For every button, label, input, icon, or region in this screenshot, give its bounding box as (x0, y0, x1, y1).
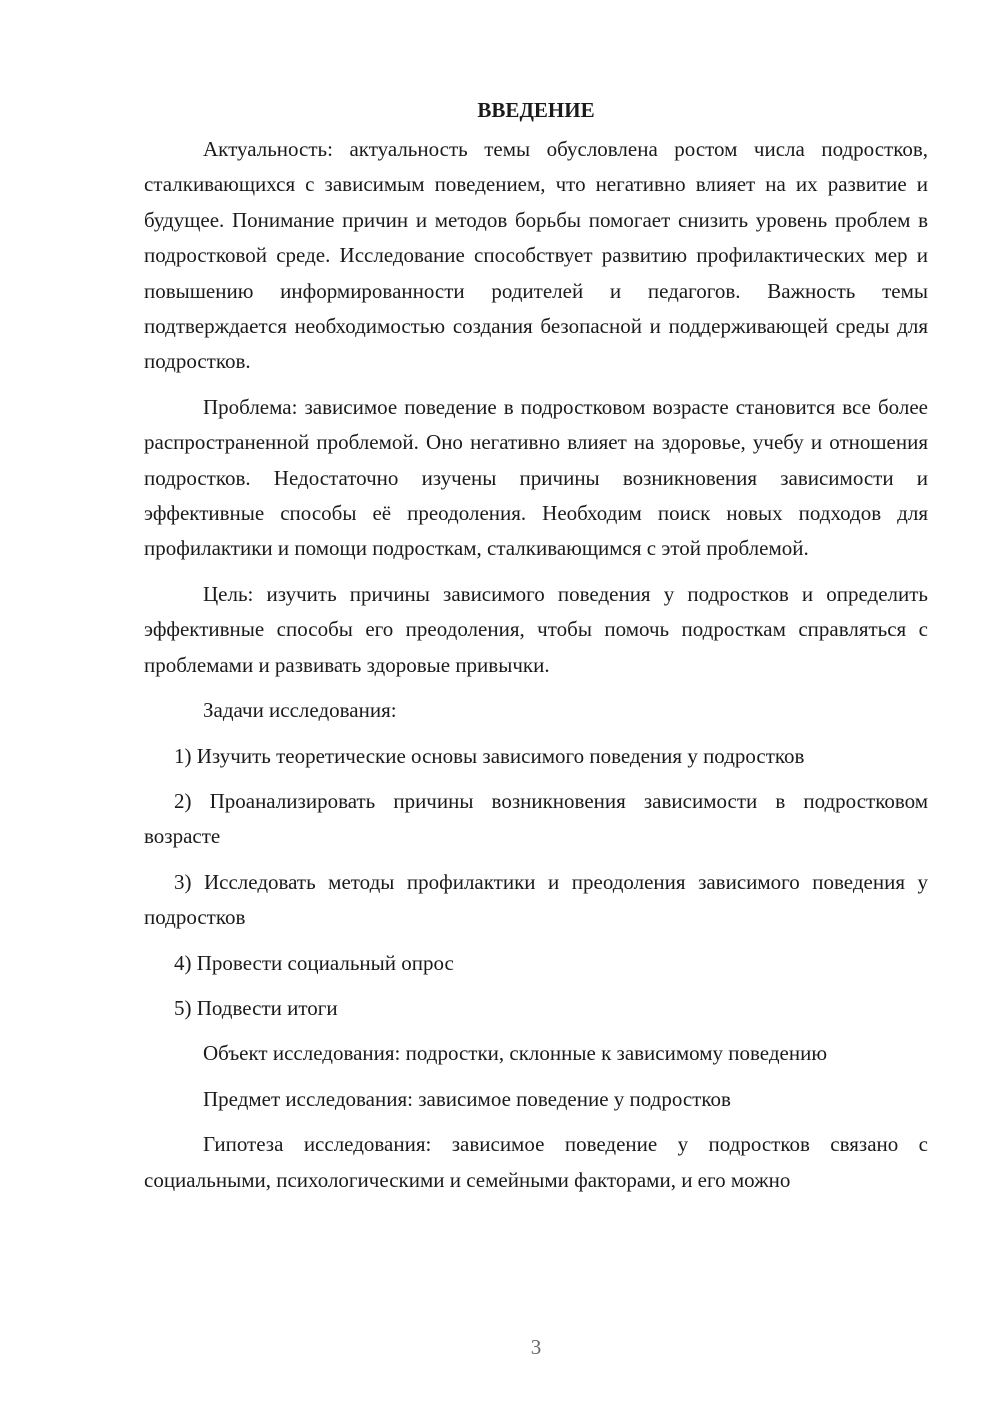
task-item-1: 1) Изучить теоретические основы зависимого поведения у подростков (174, 743, 805, 768)
page-number: 3 (530, 1335, 542, 1359)
paragraph-hypothesis: Гипотеза исследования: зависимое поведение у подростков связано с социальными, психологическими и семейными факторами, и его можно (144, 1132, 928, 1192)
section-title: ВВЕДЕНИЕ (477, 98, 595, 122)
task-item-4: 4) Провести социальный опрос (174, 950, 454, 975)
paragraph-relevance: Актуальность: актуальность темы обусловлена ростом числа подростков, сталкивающихся с зависимым поведением, что негативно влияет на их развитие и будущее. Понимание причин и методов борьбы помогает снизить уровень проблем в подростковой среде. Исследование способствует развитию профилактических мер и повышению информированности родителей и педагогов. Важность темы подтверждается необходимостью создания безопасной и поддерживающей среды для подростков. (144, 137, 928, 374)
paragraph-object: Объект исследования: подростки, склонные к зависимому поведению (203, 1041, 828, 1066)
task-item-2: 2) Проанализировать причины возникновения зависимости в подростковом возрасте (144, 788, 928, 849)
paragraph-goal: Цель: изучить причины зависимого поведения у подростков и определить эффективные способы его преодоления, чтобы помочь подросткам справляться с проблемами и развивать здоровые привычки. (144, 581, 928, 677)
paragraph-tasks-heading: Задачи исследования: (203, 698, 397, 723)
document-body (144, 92, 928, 1208)
paragraph-problem: Проблема: зависимое поведение в подростковом возрасте становится все более распространенной проблемой. Оно негативно влияет на здоровье, учебу и отношения подростков. Недостаточно изучены причины возникновения зависимости и эффективные способы её преодоления. Необходим поиск новых подходов для профилактики и помощи подросткам, сталкивающимся с этой проблемой. (144, 394, 928, 561)
task-item-5: 5) Подвести итоги (174, 995, 338, 1020)
paragraph-subject: Предмет исследования: зависимое поведение у подростков (203, 1086, 731, 1111)
task-item-3: 3) Исследовать методы профилактики и преодоления зависимого поведения у подростков (144, 869, 928, 930)
